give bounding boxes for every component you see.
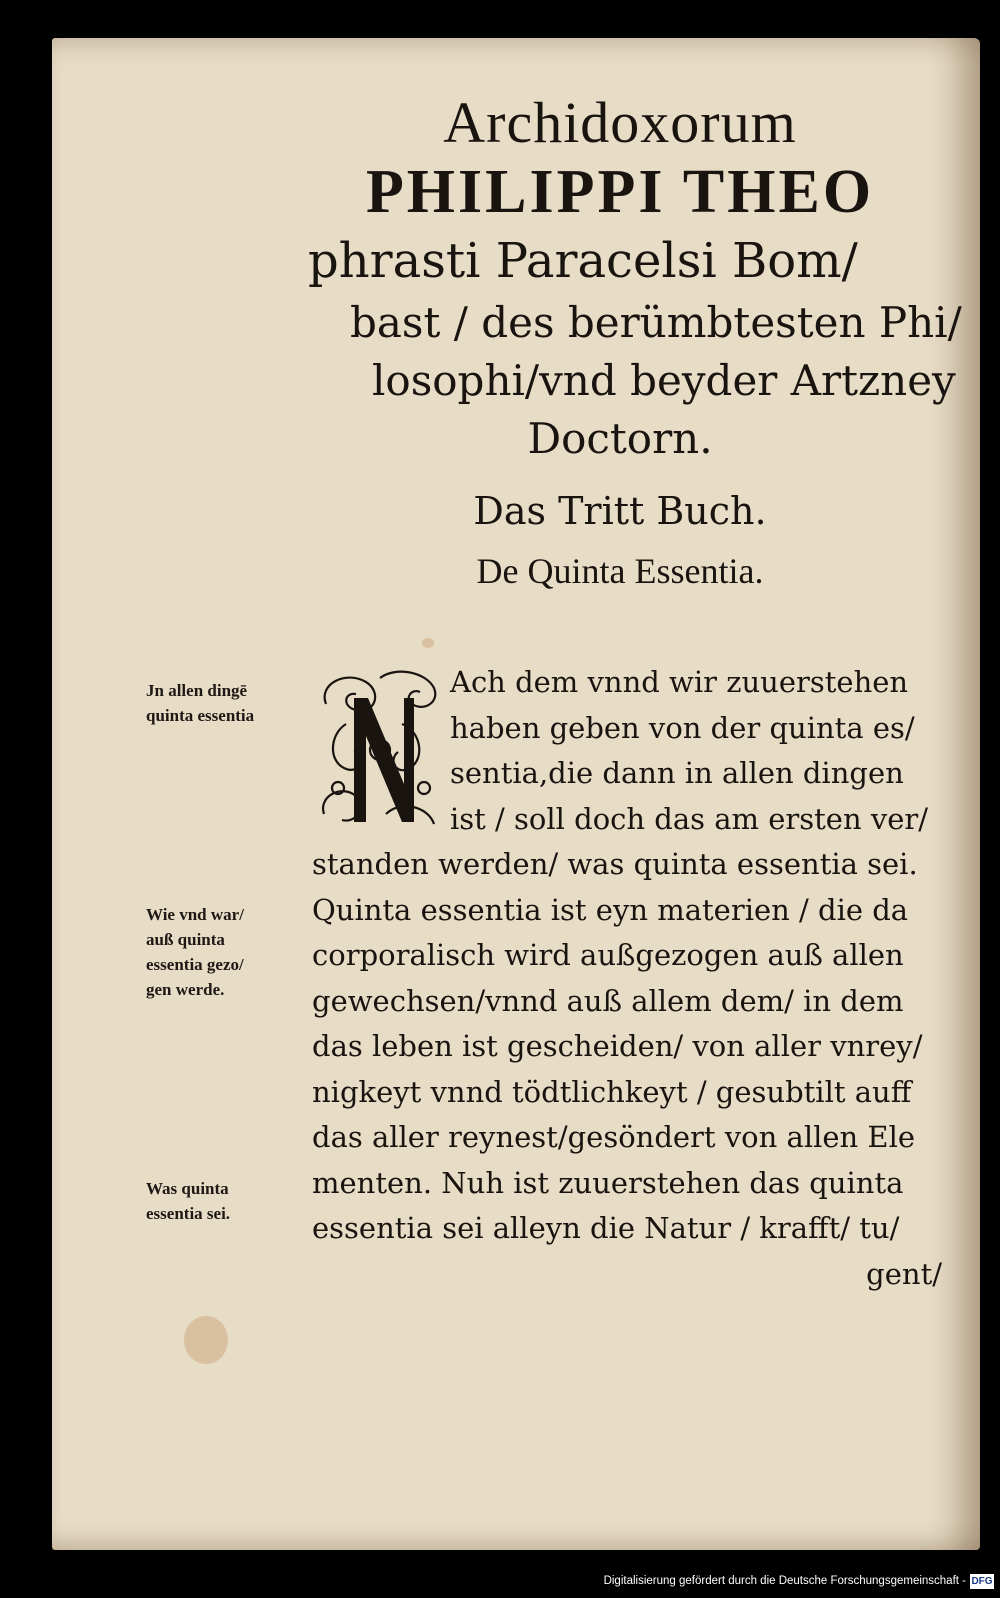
dfg-logo-icon[interactable]: DFG xyxy=(971,1576,993,1587)
margin-note-2 xyxy=(146,902,296,1002)
margin-note-line: Was quinta xyxy=(146,1179,229,1198)
funding-credit: Digitalisierung gefördert durch die Deutsche Forschungsgemeinschaft - xyxy=(603,1575,966,1587)
margin-note-3 xyxy=(146,1176,296,1226)
body-line: nigkeyt vnnd tödtlichkeyt / gesubtilt auff xyxy=(312,1074,912,1109)
title-line-2: PHILIPPI THEO xyxy=(365,158,875,226)
body-line: haben geben von der quinta es/ xyxy=(450,710,915,745)
margin-note-line: essentia sei. xyxy=(146,1204,231,1223)
paper-stain xyxy=(184,1316,228,1364)
initial-letter: N xyxy=(379,834,381,835)
body-text xyxy=(312,660,942,1297)
body-line: gewechsen/vnnd auß allem dem/ in dem xyxy=(312,983,904,1018)
margin-note-1 xyxy=(146,678,296,728)
body-line: Ach dem vnnd wir zuuerstehen xyxy=(450,665,909,699)
body-line: das leben ist gescheiden/ von aller vnrey/ xyxy=(312,1029,923,1063)
margin-note-line: gen werde. xyxy=(146,980,225,999)
title-line-6: Doctorn. xyxy=(527,414,713,463)
title-line-3: phrasti Paracelsi Bom/ xyxy=(308,233,858,289)
margin-note-line: Wie vnd war/ xyxy=(146,905,244,924)
body-line: gent/ xyxy=(866,1256,942,1291)
body-line: Quinta essentia ist eyn materien / die da xyxy=(312,892,909,927)
footer-bar xyxy=(0,1568,1000,1598)
title-line-1: Archidoxorum xyxy=(443,90,797,155)
body-line: das aller reynest/gesöndert von allen Ele xyxy=(312,1120,916,1154)
chapter-subtitle: De Quinta Essentia. xyxy=(476,551,764,591)
margin-note-line: quinta essentia xyxy=(146,706,255,725)
body-line: essentia sei alleyn die Natur / krafft/ tu/ xyxy=(312,1211,900,1245)
body-line: menten. Nuh ist zuuerstehen das quinta xyxy=(312,1165,904,1200)
body-line: standen werden/ was quinta essentia sei. xyxy=(312,847,918,881)
title-line-5: losophi/vnd beyder Artzney xyxy=(372,356,956,405)
margin-note-line: essentia gezo/ xyxy=(146,955,244,974)
body-line: ist / soll doch das am ersten ver/ xyxy=(450,801,929,836)
body-line: corporalisch wird außgezogen auß allen xyxy=(312,938,904,972)
margin-note-line: auß quinta xyxy=(146,930,225,949)
title-block xyxy=(300,90,962,600)
margin-note-line: Jn allen dingē xyxy=(146,681,248,700)
book-heading: Das Tritt Buch. xyxy=(473,489,767,533)
title-line-4: bast / des berümbtesten Phi/ xyxy=(350,298,962,347)
paper-stain xyxy=(422,638,434,648)
body-line: sentia,die dann in allen dingen xyxy=(450,756,904,790)
